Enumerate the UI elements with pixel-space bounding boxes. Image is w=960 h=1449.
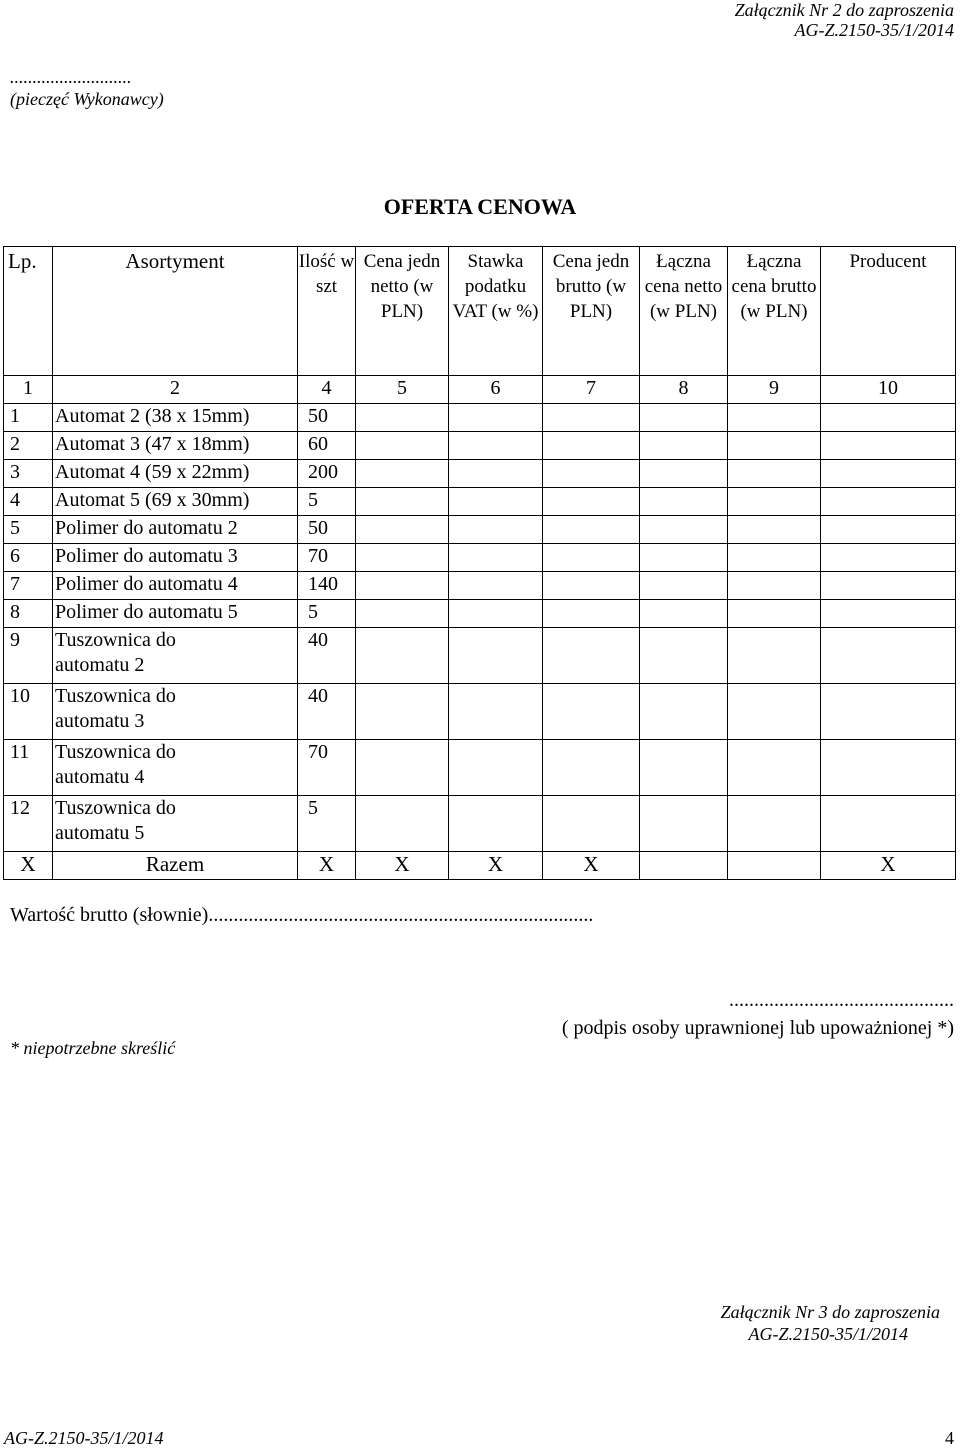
row-assortment: Tuszownica do automatu 4 xyxy=(53,740,298,796)
cell-vat xyxy=(449,460,543,488)
header-unit-net: Cena jedn netto (w PLN) xyxy=(356,247,449,376)
cell-total-net xyxy=(640,432,728,460)
cell-unit-gross xyxy=(543,628,640,684)
table-row xyxy=(4,600,956,628)
row-assortment: Tuszownica do automatu 2 xyxy=(53,628,298,684)
cell-unit-gross xyxy=(543,572,640,600)
total-lp: X xyxy=(4,852,53,880)
row-quantity: 200 xyxy=(298,460,356,488)
table-row xyxy=(4,460,956,488)
column-number: 4 xyxy=(298,376,356,404)
cell-vat xyxy=(449,488,543,516)
cell-producer xyxy=(821,488,956,516)
table-row xyxy=(4,572,956,600)
total-quantity: X xyxy=(298,852,356,880)
table-row xyxy=(4,740,956,796)
cell-total-gross xyxy=(728,684,821,740)
price-table xyxy=(3,246,956,880)
total-unit-net: X xyxy=(356,852,449,880)
cell-total-net xyxy=(640,796,728,852)
cell-total-net xyxy=(640,404,728,432)
row-quantity: 40 xyxy=(298,684,356,740)
cell-unit-gross xyxy=(543,684,640,740)
total-gross-cell xyxy=(728,852,821,880)
cell-unit-net xyxy=(356,740,449,796)
cell-unit-net xyxy=(356,544,449,572)
table-row xyxy=(4,796,956,852)
cell-producer xyxy=(821,628,956,684)
cell-vat xyxy=(449,404,543,432)
row-quantity: 60 xyxy=(298,432,356,460)
row-assortment: Automat 3 (47 x 18mm) xyxy=(53,432,298,460)
signature-label: ( podpis osoby uprawnionej lub upoważnionej *) xyxy=(561,1017,954,1039)
column-number: 2 xyxy=(53,376,298,404)
cell-producer xyxy=(821,404,956,432)
cell-total-net xyxy=(640,740,728,796)
row-assortment: Automat 2 (38 x 15mm) xyxy=(53,404,298,432)
row-quantity: 50 xyxy=(298,404,356,432)
next-attachment-ref: AG-Z.2150-35/1/2014 xyxy=(748,1324,908,1344)
cell-total-gross xyxy=(728,572,821,600)
table-row xyxy=(4,628,956,684)
cell-total-net xyxy=(640,516,728,544)
cell-total-gross xyxy=(728,796,821,852)
row-assortment: Tuszownica do automatu 3 xyxy=(53,684,298,740)
attachment-title: Załącznik Nr 2 do zaproszenia xyxy=(734,0,954,20)
header-producer: Producent xyxy=(821,247,956,376)
row-quantity: 5 xyxy=(298,796,356,852)
cell-unit-gross xyxy=(543,516,640,544)
cell-vat xyxy=(449,432,543,460)
table-row xyxy=(4,404,956,432)
contractor-stamp xyxy=(10,66,164,110)
cell-producer xyxy=(821,600,956,628)
cell-total-net xyxy=(640,600,728,628)
cell-unit-gross xyxy=(543,740,640,796)
row-assortment: Polimer do automatu 5 xyxy=(53,600,298,628)
cell-total-net xyxy=(640,684,728,740)
cell-total-gross xyxy=(728,460,821,488)
cell-unit-net xyxy=(356,796,449,852)
row-quantity: 40 xyxy=(298,628,356,684)
cell-producer xyxy=(821,740,956,796)
gross-value-in-words: Wartość brutto (słownie)............................................................................. xyxy=(10,904,594,926)
column-number: 6 xyxy=(449,376,543,404)
signature-dots: ............................................. xyxy=(729,989,954,1011)
column-number: 9 xyxy=(728,376,821,404)
row-quantity: 140 xyxy=(298,572,356,600)
row-lp: 10 xyxy=(4,684,53,740)
cell-unit-gross xyxy=(543,796,640,852)
table-row xyxy=(4,432,956,460)
total-vat: X xyxy=(449,852,543,880)
table-row xyxy=(4,684,956,740)
table-row xyxy=(4,488,956,516)
cell-producer xyxy=(821,460,956,488)
cell-unit-gross xyxy=(543,432,640,460)
next-attachment-header xyxy=(721,1301,940,1345)
column-number: 8 xyxy=(640,376,728,404)
row-lp: 5 xyxy=(4,516,53,544)
cell-total-net xyxy=(640,488,728,516)
header-quantity: Ilość w szt xyxy=(298,247,356,376)
cell-total-gross xyxy=(728,544,821,572)
row-assortment: Tuszownica do automatu 5 xyxy=(53,796,298,852)
total-row xyxy=(4,852,956,880)
row-lp: 1 xyxy=(4,404,53,432)
total-label: Razem xyxy=(53,852,298,880)
table-header-row xyxy=(4,247,956,376)
cell-unit-net xyxy=(356,516,449,544)
cell-producer xyxy=(821,432,956,460)
cell-unit-gross xyxy=(543,600,640,628)
cell-vat xyxy=(449,544,543,572)
header-unit-gross: Cena jedn brutto (w PLN) xyxy=(543,247,640,376)
row-assortment: Polimer do automatu 2 xyxy=(53,516,298,544)
row-assortment: Automat 5 (69 x 30mm) xyxy=(53,488,298,516)
cell-total-gross xyxy=(728,432,821,460)
row-lp: 4 xyxy=(4,488,53,516)
header-total-net: Łączna cena netto (w PLN) xyxy=(640,247,728,376)
cell-total-net xyxy=(640,544,728,572)
column-number: 10 xyxy=(821,376,956,404)
cell-vat xyxy=(449,516,543,544)
attachment-ref: AG-Z.2150-35/1/2014 xyxy=(794,20,954,40)
cell-unit-net xyxy=(356,432,449,460)
cell-producer xyxy=(821,544,956,572)
cell-producer xyxy=(821,796,956,852)
cell-producer xyxy=(821,516,956,544)
row-lp: 7 xyxy=(4,572,53,600)
cell-vat xyxy=(449,628,543,684)
cell-total-gross xyxy=(728,740,821,796)
row-assortment: Polimer do automatu 3 xyxy=(53,544,298,572)
document-title: OFERTA CENOWA xyxy=(383,194,577,219)
row-quantity: 5 xyxy=(298,600,356,628)
cell-unit-net xyxy=(356,404,449,432)
cell-vat xyxy=(449,684,543,740)
signature-block xyxy=(562,986,954,1042)
cell-unit-net xyxy=(356,572,449,600)
row-lp: 9 xyxy=(4,628,53,684)
total-producer: X xyxy=(821,852,956,880)
cell-unit-gross xyxy=(543,488,640,516)
table-row xyxy=(4,544,956,572)
stamp-label: (pieczęć Wykonawcy) xyxy=(10,89,164,109)
row-quantity: 70 xyxy=(298,740,356,796)
row-lp: 3 xyxy=(4,460,53,488)
column-number: 7 xyxy=(543,376,640,404)
row-quantity: 70 xyxy=(298,544,356,572)
cell-unit-net xyxy=(356,488,449,516)
row-lp: 2 xyxy=(4,432,53,460)
stamp-dots: ........................... xyxy=(10,67,132,87)
column-number: 5 xyxy=(356,376,449,404)
header-vat: Stawka podatku VAT (w %) xyxy=(449,247,543,376)
cell-unit-net xyxy=(356,460,449,488)
row-lp: 11 xyxy=(4,740,53,796)
column-number-row xyxy=(4,376,956,404)
cell-vat xyxy=(449,740,543,796)
cell-unit-gross xyxy=(543,460,640,488)
row-assortment: Automat 4 (59 x 22mm) xyxy=(53,460,298,488)
total-net-cell xyxy=(640,852,728,880)
cell-total-net xyxy=(640,572,728,600)
cell-vat xyxy=(449,600,543,628)
cell-total-net xyxy=(640,628,728,684)
cell-unit-net xyxy=(356,628,449,684)
cell-total-gross xyxy=(728,488,821,516)
cell-vat xyxy=(449,796,543,852)
footnote: * niepotrzebne skreślić xyxy=(10,1038,176,1058)
row-quantity: 50 xyxy=(298,516,356,544)
cell-total-gross xyxy=(728,600,821,628)
column-number: 1 xyxy=(4,376,53,404)
cell-producer xyxy=(821,572,956,600)
row-assortment: Polimer do automatu 4 xyxy=(53,572,298,600)
cell-unit-net xyxy=(356,600,449,628)
total-unit-gross: X xyxy=(543,852,640,880)
cell-unit-gross xyxy=(543,544,640,572)
cell-total-gross xyxy=(728,628,821,684)
cell-producer xyxy=(821,684,956,740)
cell-total-gross xyxy=(728,404,821,432)
cell-total-net xyxy=(640,460,728,488)
row-lp: 6 xyxy=(4,544,53,572)
header-assortment: Asortyment xyxy=(53,247,298,376)
next-attachment-title: Załącznik Nr 3 do zaproszenia xyxy=(720,1302,940,1322)
footer-ref: AG-Z.2150-35/1/2014 xyxy=(4,1428,164,1448)
row-quantity: 5 xyxy=(298,488,356,516)
cell-total-gross xyxy=(728,516,821,544)
row-lp: 12 xyxy=(4,796,53,852)
cell-unit-gross xyxy=(543,404,640,432)
page-number: 4 xyxy=(945,1428,954,1448)
header-total-gross: Łączna cena brutto (w PLN) xyxy=(728,247,821,376)
header-lp: Lp. xyxy=(4,247,53,376)
row-lp: 8 xyxy=(4,600,53,628)
table-row xyxy=(4,516,956,544)
cell-vat xyxy=(449,572,543,600)
cell-unit-net xyxy=(356,684,449,740)
attachment-header xyxy=(735,0,954,40)
